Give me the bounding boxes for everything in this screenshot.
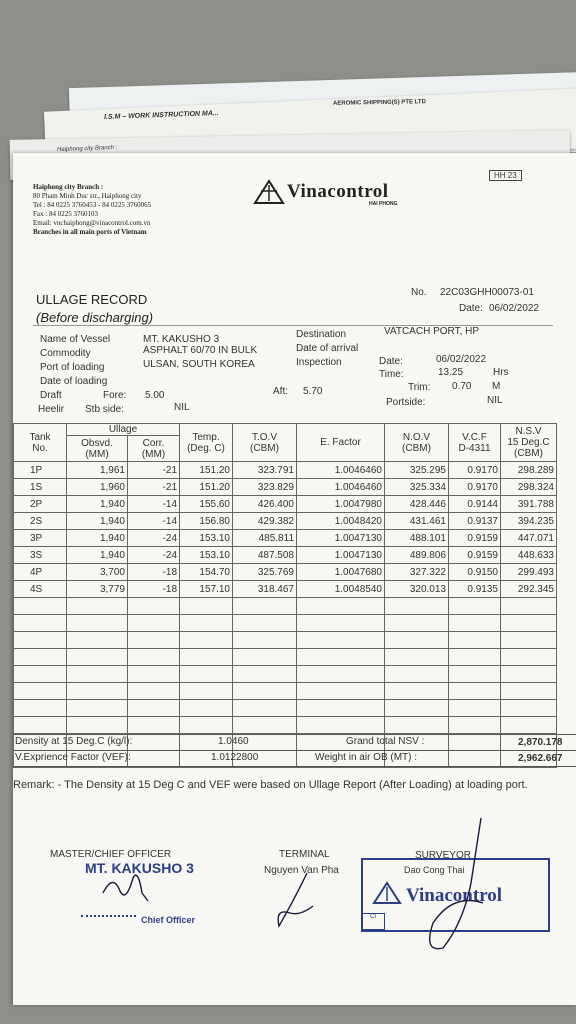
cell-nsv: 391.788 [501,496,557,513]
cell-vcf: 0.9150 [449,564,501,581]
cell-tank: 4S [14,581,67,598]
grand-total-nsv-value: 2,870.178 [518,737,563,748]
empty-cell [297,666,385,683]
cell-tov: 485.811 [233,530,297,547]
empty-cell [385,683,449,700]
cell-tank: 3S [14,547,67,564]
cell-nov: 488.101 [385,530,449,547]
empty-cell [233,683,297,700]
empty-cell [67,649,128,666]
aft-label: Aft: [273,386,289,397]
density-value: 1.0460 [218,736,249,747]
time-label: Time: [379,369,404,380]
empty-cell [385,717,449,734]
cell-tank: 1P [14,462,67,479]
table-row [14,581,557,598]
empty-cell [14,700,67,717]
empty-cell [449,734,501,751]
cell-corr: -24 [128,547,180,564]
cell-efactor: 1.0048540 [297,581,385,598]
empty-cell [128,632,180,649]
cell-obsvd: 1,960 [67,479,128,496]
cell-vcf: 0.9159 [449,547,501,564]
empty-cell [297,683,385,700]
empty-cell [385,632,449,649]
cell-vcf: 0.9135 [449,581,501,598]
empty-cell [449,649,501,666]
cell-vcf: 0.9159 [449,530,501,547]
cell-temp: 154.70 [180,564,233,581]
empty-cell [180,649,233,666]
portside-value: NIL [487,395,503,406]
inspection-date-value: 06/02/2022 [436,354,487,365]
record-no-value: 22C03GHH00073-01 [440,287,534,298]
branch-tel: Tel : 84 0225 3760453 - 84 0225 3760065 [33,201,152,209]
empty-cell [449,717,501,734]
cell-tov: 323.829 [233,479,297,496]
empty-cell [297,717,385,734]
stb-label: Stb side: [85,404,124,415]
cell-nov: 325.334 [385,479,449,496]
empty-cell [180,683,233,700]
empty-cell [67,666,128,683]
ullage-record-sheet [13,153,576,1005]
cell-nov: 431.461 [385,513,449,530]
cell-corr: -24 [128,530,180,547]
commodity-value: ASPHALT 60/70 IN BULK [143,345,258,356]
trim-label: Trim: [408,382,431,393]
doc-code-box: HH 23 [489,170,522,181]
empty-cell [128,615,180,632]
cell-corr: -21 [128,479,180,496]
table-row [14,513,557,530]
surveyor-label: SURVEYOR [415,850,471,861]
col-tov: T.O.V (CBM) [233,424,297,462]
cell-obsvd: 1,940 [67,547,128,564]
empty-cell [449,632,501,649]
cell-efactor: 1.0048420 [297,513,385,530]
empty-cell [233,649,297,666]
empty-cell [501,598,557,615]
port-loading-label: Port of loading [40,362,105,373]
inspection-date-label: Date: [379,356,403,367]
cell-efactor: 1.0047980 [297,496,385,513]
empty-cell [297,598,385,615]
back-sheet-aeromic-title: AEROMIC SHIPPING(S) PTE LTD [332,99,426,107]
empty-cell [180,598,233,615]
cell-vcf: 0.9170 [449,462,501,479]
port-loading-value: ULSAN, SOUTH KOREA [143,359,255,370]
empty-cell [233,666,297,683]
empty-row [14,700,557,717]
cell-vcf: 0.9137 [449,513,501,530]
empty-cell [128,598,180,615]
empty-cell [67,717,128,734]
back-sheet-ism-title: I.S.M – WORK INSTRUCTION MA... [103,110,219,121]
fore-value: 5.00 [145,390,165,401]
table-row [14,496,557,513]
record-date-label: Date: [459,303,483,314]
empty-cell [180,632,233,649]
time-unit: Hrs [493,367,509,378]
empty-cell [449,598,501,615]
trim-value: 0.70 [452,381,472,392]
ullage-table [13,423,557,768]
empty-cell [67,632,128,649]
empty-cell [128,649,180,666]
cell-temp: 151.20 [180,479,233,496]
cell-corr: -14 [128,513,180,530]
master-signature-icon [98,863,158,908]
cell-nsv: 299.493 [501,564,557,581]
density-label: Density at 15 Deg.C (kg/l): [15,736,133,747]
empty-cell [128,751,180,768]
cell-vcf: 0.9170 [449,479,501,496]
empty-row [14,615,557,632]
col-vcf: V.C.F D-4311 [449,424,501,462]
record-subtitle: (Before discharging) [36,310,154,325]
empty-cell [67,700,128,717]
col-ullage: Ullage [67,424,180,436]
col-temp: Temp. (Deg. C) [180,424,233,462]
vinacontrol-logo-icon [253,179,285,205]
empty-cell [297,649,385,666]
empty-cell [385,666,449,683]
empty-cell [501,717,557,734]
surveyor-signature-icon [413,813,493,953]
cell-temp: 153.10 [180,547,233,564]
empty-cell [180,666,233,683]
empty-cell [449,666,501,683]
weight-label: Weight in air OB (MT) : [315,752,418,763]
cell-tov: 429.382 [233,513,297,530]
vessel-value: MT. KAKUSHO 3 [143,334,220,345]
stamp-logo-text: Vinacontrol [406,885,503,906]
cell-obsvd: 3,700 [67,564,128,581]
cell-nov: 325.295 [385,462,449,479]
table-row [14,564,557,581]
heelir-label: Heelir [38,404,65,415]
cell-nsv: 394.235 [501,513,557,530]
cell-corr: -18 [128,581,180,598]
branch-fax: Fax : 84 0225 3760103 [33,210,98,218]
empty-cell [14,632,67,649]
vef-value: 1.0122800 [211,752,259,763]
cell-tank: 2S [14,513,67,530]
empty-cell [233,598,297,615]
empty-cell [385,598,449,615]
stamp-code: CI [361,913,385,930]
empty-row [14,649,557,666]
empty-cell [449,751,501,768]
empty-cell [14,666,67,683]
empty-cell [14,615,67,632]
chief-officer-dots [81,915,136,919]
empty-row [14,666,557,683]
trim-unit: M [492,381,501,392]
empty-cell [297,632,385,649]
destination-value: VATCACH PORT, HP [384,326,480,337]
empty-cell [180,700,233,717]
cell-corr: -14 [128,496,180,513]
empty-row [14,632,557,649]
empty-cell [501,683,557,700]
cell-efactor: 1.0047680 [297,564,385,581]
cell-nsv: 448.633 [501,547,557,564]
empty-cell [128,700,180,717]
cell-nsv: 298.289 [501,462,557,479]
destination-label: Destination [296,329,347,340]
branch-address: 80 Pham Minh Duc str., Haiphong city [33,192,142,200]
remark-text: Remark: - The Density at 15 Deg C and VEF were based on Ullage Report (After Loading) at loading port. [13,779,528,791]
cell-nov: 489.806 [385,547,449,564]
empty-cell [180,717,233,734]
cell-nov: 320.013 [385,581,449,598]
col-nov: N.O.V (CBM) [385,424,449,462]
cell-vcf: 0.9144 [449,496,501,513]
chief-officer-stamp: Chief Officer [141,915,196,925]
grand-total-nsv-label: Grand total NSV : [346,736,425,747]
date-loading-label: Date of loading [40,376,108,387]
empty-cell [297,700,385,717]
empty-cell [233,717,297,734]
surveyor-name: Dao Cong Thai [404,865,465,875]
table-row [14,462,557,479]
empty-cell [501,615,557,632]
commodity-label: Commodity [40,348,91,359]
cell-efactor: 1.0047130 [297,530,385,547]
weight-value: 2,962.667 [518,753,563,764]
terminal-label: TERMINAL [279,849,330,860]
stamp-logo-icon [372,881,402,905]
empty-cell [67,598,128,615]
cell-tov: 426.400 [233,496,297,513]
cell-nsv: 292.345 [501,581,557,598]
col-obsvd: Obsvd. (MM) [67,436,128,462]
record-no-label: No. [411,287,427,298]
empty-cell [14,683,67,700]
empty-cell [14,649,67,666]
record-title: ULLAGE RECORD [36,292,148,307]
empty-cell [67,683,128,700]
empty-cell [501,649,557,666]
cell-tov: 323.791 [233,462,297,479]
empty-cell [449,683,501,700]
fore-label: Fore: [103,390,127,401]
draft-label: Draft [40,390,62,401]
col-nsv: N.S.V 15 Deg.C (CBM) [501,424,557,462]
cell-corr: -21 [128,462,180,479]
cell-nov: 428.446 [385,496,449,513]
cell-tank: 1S [14,479,67,496]
vinacontrol-logo-text: Vinacontrol [287,181,389,202]
empty-row [14,717,557,734]
cell-temp: 153.10 [180,530,233,547]
aft-value: 5.70 [303,386,323,397]
empty-row [14,683,557,700]
cell-nsv: 298.324 [501,479,557,496]
cell-obsvd: 1,940 [67,496,128,513]
cell-tank: 4P [14,564,67,581]
cell-tov: 325.769 [233,564,297,581]
cell-efactor: 1.0046460 [297,462,385,479]
cell-obsvd: 1,940 [67,530,128,547]
empty-cell [233,632,297,649]
empty-cell [233,615,297,632]
inspection-label: Inspection [296,357,342,368]
empty-cell [128,717,180,734]
cell-temp: 157.10 [180,581,233,598]
cell-tank: 3P [14,530,67,547]
col-corr: Corr. (MM) [128,436,180,462]
empty-cell [501,666,557,683]
vef-label: V.Exprience Factor (VEF): [15,752,131,763]
empty-cell [385,649,449,666]
table-row [14,547,557,564]
cell-corr: -18 [128,564,180,581]
vessel-label: Name of Vessel [40,334,111,345]
empty-cell [233,700,297,717]
portside-label: Portside: [386,397,426,408]
table-row [14,530,557,547]
back-sheet-branch: Haiphong city Branch : [56,144,118,154]
cell-efactor: 1.0047130 [297,547,385,564]
empty-cell [14,717,67,734]
cell-efactor: 1.0046460 [297,479,385,496]
time-value: 13.25 [438,367,464,378]
arrival-label: Date of arrival [296,343,359,354]
record-date-value: 06/02/2022 [489,303,540,314]
cell-obsvd: 3,779 [67,581,128,598]
cell-tov: 318.467 [233,581,297,598]
empty-cell [449,700,501,717]
empty-cell [128,734,180,751]
empty-cell [449,615,501,632]
empty-cell [128,683,180,700]
empty-cell [14,598,67,615]
empty-cell [385,615,449,632]
empty-cell [128,666,180,683]
empty-cell [501,700,557,717]
vinacontrol-logo-subtitle: HAI PHONG [369,201,398,207]
empty-cell [67,615,128,632]
empty-cell [180,615,233,632]
empty-cell [501,632,557,649]
col-tank: Tank No. [14,424,67,462]
terminal-name: Nguyen Van Pha [264,865,339,876]
table-row [14,479,557,496]
branch-email: Email: vnchaiphong@vinacontrol.com.vn [33,219,151,227]
cell-nov: 327.322 [385,564,449,581]
col-efactor: E. Factor [297,424,385,462]
branch-name: Haiphong city Branch : [33,183,104,191]
stb-value: NIL [174,402,190,413]
branch-ports: Branches in all main ports of Vietnam [33,228,147,236]
cell-obsvd: 1,940 [67,513,128,530]
cell-nsv: 447.071 [501,530,557,547]
cell-tov: 487.508 [233,547,297,564]
cell-tank: 2P [14,496,67,513]
empty-cell [385,700,449,717]
cell-obsvd: 1,961 [67,462,128,479]
empty-row [14,598,557,615]
cell-temp: 156.80 [180,513,233,530]
terminal-signature-icon [265,868,325,933]
master-label: MASTER/CHIEF OFFICER [50,849,172,860]
master-stamp: MT. KAKUSHO 3 [85,860,194,876]
cell-temp: 151.20 [180,462,233,479]
cell-temp: 155.60 [180,496,233,513]
empty-cell [297,615,385,632]
